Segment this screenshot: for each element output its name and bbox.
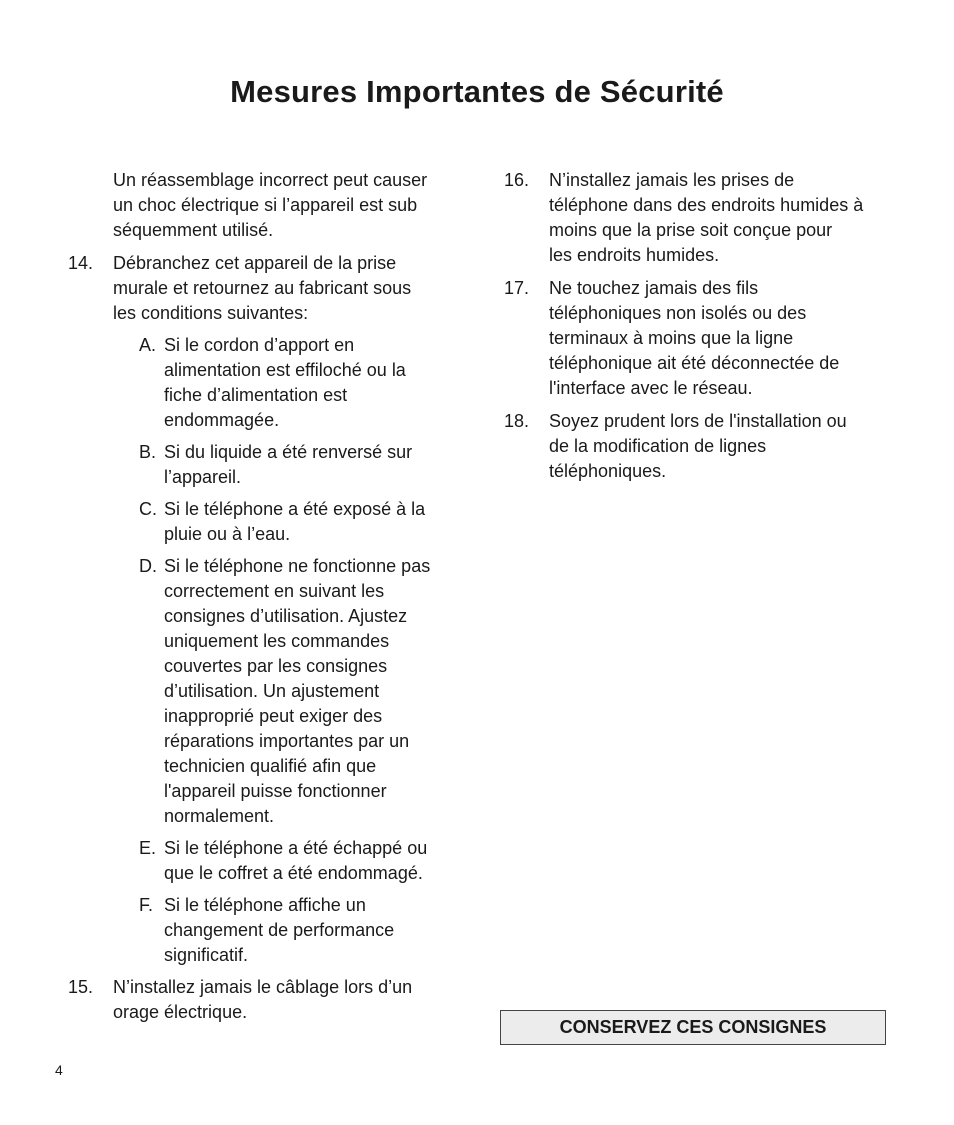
text-line: murale et retournez au fabricant sous — [113, 278, 412, 298]
text-line: téléphone dans des endroits humides à — [549, 195, 864, 215]
text-line: terminaux à moins que la ligne — [549, 328, 794, 348]
sub-item-d — [68, 554, 458, 829]
list-item-17 — [504, 276, 894, 401]
text-line: que le coffret a été endommagé. — [164, 863, 423, 883]
sub-item-letter: F. — [139, 895, 154, 915]
text-line: consignes d’utilisation. Ajustez — [164, 606, 408, 626]
text-line: l’appareil. — [164, 467, 242, 487]
text-line: téléphoniques. — [549, 461, 667, 481]
sub-item-e — [68, 836, 458, 886]
text-line: technicien qualifié afin que — [164, 756, 377, 776]
text-line: Si le téléphone a été échappé ou — [164, 838, 428, 858]
text-line: Si le téléphone a été exposé à la — [164, 499, 426, 519]
text-line: Un réassemblage incorrect peut causer — [113, 170, 428, 190]
sub-item-letter: D. — [139, 556, 157, 576]
text-line: Débranchez cet appareil de la prise — [113, 253, 397, 273]
text-line: Si du liquide a été renversé sur — [164, 442, 413, 462]
text-line: téléphoniques non isolés ou des — [549, 303, 807, 323]
list-item-16 — [504, 168, 894, 268]
right-column — [504, 168, 894, 492]
item-number: 15. — [68, 977, 94, 997]
text-line: un choc électrique si l’appareil est sub — [113, 195, 418, 215]
text-line: Si le cordon d’apport en — [164, 335, 355, 355]
left-column — [68, 168, 458, 1033]
text-line: séquemment utilisé. — [113, 220, 274, 240]
text-line: uniquement les commandes — [164, 631, 390, 651]
text-line: couvertes par les consignes — [164, 656, 388, 676]
save-instructions-box: CONSERVEZ CES CONSIGNES — [500, 1010, 886, 1045]
item-number: 16. — [504, 170, 530, 190]
text-line: N’installez jamais les prises de — [549, 170, 795, 190]
text-line: les endroits humides. — [549, 245, 720, 265]
item-number: 17. — [504, 278, 530, 298]
text-line: inapproprié peut exiger des — [164, 706, 383, 726]
sub-item-b — [68, 440, 458, 490]
text-line: Si le téléphone affiche un — [164, 895, 366, 915]
text-line: normalement. — [164, 806, 275, 826]
page-number: 4 — [55, 1062, 63, 1078]
text-line: téléphonique ait été déconnectée de — [549, 353, 840, 373]
text-line: fiche d’alimentation est — [164, 385, 348, 405]
list-item-15 — [68, 975, 458, 1025]
item-number: 18. — [504, 411, 530, 431]
sub-item-letter: E. — [139, 838, 157, 858]
text-line: correctement en suivant les — [164, 581, 385, 601]
text-line: de la modification de lignes — [549, 436, 767, 456]
list-item-18 — [504, 409, 894, 484]
text-line: Si le téléphone ne fonctionne pas — [164, 556, 431, 576]
page-title: Mesures Importantes de Sécurité — [230, 74, 724, 109]
sub-item-c — [68, 497, 458, 547]
sub-item-letter: C. — [139, 499, 157, 519]
sub-item-letter: B. — [139, 442, 157, 462]
sub-item-letter: A. — [139, 335, 157, 355]
text-line: N’installez jamais le câblage lors d’un — [113, 977, 413, 997]
text-line: Soyez prudent lors de l'installation ou — [549, 411, 847, 431]
text-line: changement de performance — [164, 920, 395, 940]
item-number: 14. — [68, 253, 94, 273]
text-line: Ne touchez jamais des fils — [549, 278, 759, 298]
text-line: endommagée. — [164, 410, 280, 430]
sub-item-f — [68, 893, 458, 968]
text-line: les conditions suivantes: — [113, 303, 309, 323]
text-line: l'appareil puisse fonctionner — [164, 781, 387, 801]
sub-item-a — [68, 333, 458, 433]
text-line: réparations importantes par un — [164, 731, 410, 751]
text-line: d’utilisation. Un ajustement — [164, 681, 380, 701]
text-line: pluie ou à l’eau. — [164, 524, 291, 544]
sub-list — [68, 333, 458, 968]
text-line: alimentation est effiloché ou la — [164, 360, 406, 380]
text-line: moins que la prise soit conçue pour — [549, 220, 833, 240]
intro-paragraph — [68, 168, 458, 243]
text-line: significatif. — [164, 945, 249, 965]
text-line: orage électrique. — [113, 1002, 248, 1022]
list-item-14 — [68, 251, 458, 326]
text-line: l'interface avec le réseau. — [549, 378, 753, 398]
